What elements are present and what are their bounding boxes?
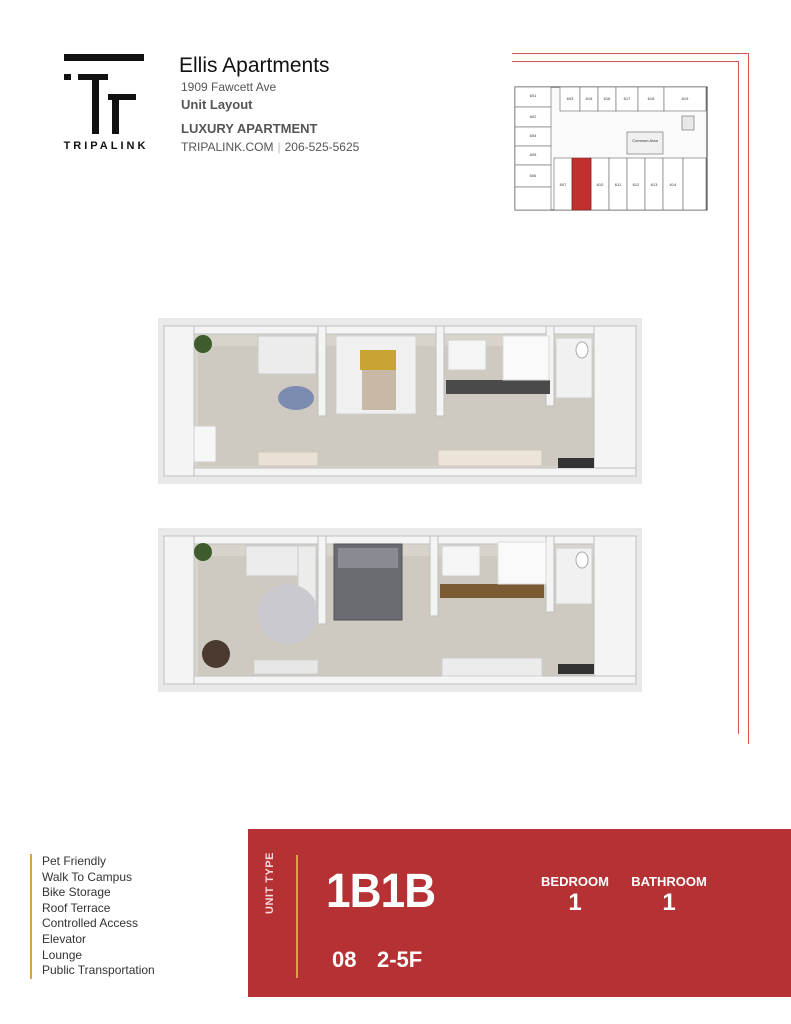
svg-text:617: 617 [623,96,631,101]
svg-text:Common Area: Common Area [632,138,658,143]
svg-text:607: 607 [559,182,567,187]
unit-number: 08 [332,947,357,972]
svg-text:614: 614 [669,182,677,187]
bathroom-label: BATHROOM [631,874,707,889]
bathroom-count: 1 [662,889,676,916]
keyplan-unit-label: 601 [529,93,537,98]
property-address: 1909 Fawcett Ave [181,80,277,94]
bedroom-count: 1 [568,889,582,916]
svg-text:611: 611 [614,182,622,187]
guide-line-right-inner [738,61,739,734]
amenity-item: Walk To Campus [42,869,133,884]
svg-text:606: 606 [529,173,537,178]
guide-line-top-outer [512,53,749,54]
amenities-list [30,854,155,979]
svg-text:612: 612 [632,182,640,187]
svg-text:604: 604 [529,133,537,138]
phone-number[interactable]: 206-525-5625 [284,140,360,154]
amenity-item: Controlled Access [42,916,139,931]
unit-code: 1B1B [326,865,436,918]
guide-line-top-inner [512,61,738,62]
svg-text:619: 619 [681,96,689,101]
unit-type-label: UNIT TYPE [264,852,276,914]
floor-plan-furnished-b [158,528,642,692]
bedroom-label: BEDROOM [541,874,609,889]
svg-text:602: 602 [529,114,537,119]
amenity-item: Bike Storage [42,885,111,900]
key-plan [514,86,708,211]
svg-text:615: 615 [585,96,593,101]
svg-text:605: 605 [529,152,537,157]
contact-line: TRIPALINK.COM | 206-525-5625 [181,140,360,154]
amenity-item: Lounge [42,947,83,962]
svg-text:610: 610 [596,182,604,187]
svg-text:613: 613 [650,182,658,187]
svg-text:603: 603 [566,96,574,101]
website-link[interactable]: TRIPALINK.COM [181,140,274,154]
category-label: LUXURY APARTMENT [181,121,318,136]
brand-wordmark: TRIPALINK [63,140,149,152]
amenity-item: Elevator [42,931,87,946]
amenity-item: Public Transportation [42,963,155,978]
guide-line-right-outer [748,53,749,744]
unit-floors: 2-5F [377,947,423,972]
floor-plan-furnished-a [158,318,642,484]
highlighted-unit [572,158,591,210]
unit-layout-label: Unit Layout [181,97,253,112]
property-title: Ellis Apartments [179,54,330,77]
amenity-item: Pet Friendly [42,854,107,868]
svg-text:618: 618 [647,96,655,101]
svg-text:616: 616 [603,96,611,101]
unit-type-divider [296,855,298,978]
amenity-item: Roof Terrace [42,900,111,915]
